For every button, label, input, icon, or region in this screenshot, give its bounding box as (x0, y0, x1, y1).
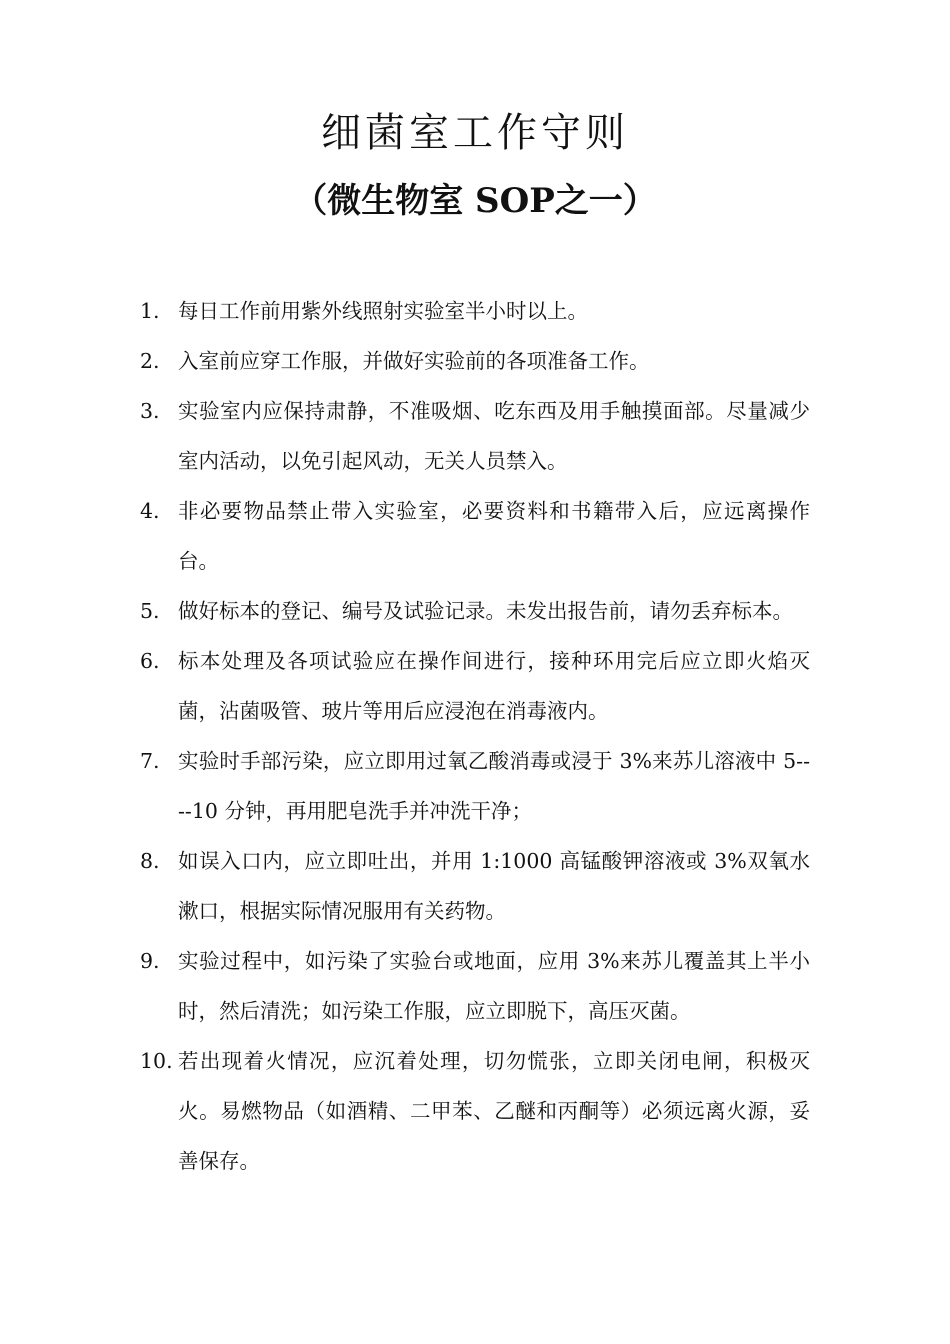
rule-text: 实验时手部污染，应立即用过氧乙酸消毒或浸于 3%来苏儿溶液中 5----10 分钟，再用肥皂洗手并冲洗干净； (178, 749, 810, 823)
rule-number: 3. (140, 399, 160, 423)
rule-number: 9. (140, 949, 160, 973)
rule-item (140, 336, 810, 386)
rule-item (140, 286, 810, 336)
rule-number: 4. (140, 499, 160, 523)
rule-item (140, 836, 810, 936)
rule-item (140, 736, 810, 836)
rule-number: 1. (140, 299, 160, 323)
rule-number: 5. (140, 599, 160, 623)
rule-item (140, 1036, 810, 1186)
rule-number: 2. (140, 349, 160, 373)
rule-number: 7. (140, 749, 160, 773)
subtitle-sop: SOP (475, 181, 555, 221)
rule-text: 如误入口内，应立即吐出，并用 1:1000 高锰酸钾溶液或 3%双氧水漱口，根据实际情况服用有关药物。 (178, 849, 810, 923)
rule-item (140, 636, 810, 736)
document-title: 细菌室工作守则 (321, 110, 629, 156)
rule-text: 每日工作前用紫外线照射实验室半小时以上。 (178, 299, 588, 323)
rule-item (140, 936, 810, 1036)
rule-text: 入室前应穿工作服，并做好实验前的各项准备工作。 (178, 349, 650, 373)
rule-number: 6. (140, 649, 160, 673)
rule-text: 实验室内应保持肃静，不准吸烟、吃东西及用手触摸面部。尽量减少室内活动，以免引起风动，无关人员禁入。 (178, 399, 810, 473)
rule-item (140, 586, 810, 636)
rule-text: 非必要物品禁止带入实验室，必要资料和书籍带入后，应远离操作台。 (178, 499, 810, 573)
rule-text: 做好标本的登记、编号及试验记录。未发出报告前，请勿丢弃标本。 (178, 599, 793, 623)
rule-text: 实验过程中，如污染了实验台或地面，应用 3%来苏儿覆盖其上半小时，然后清洗；如污染工作服，应立即脱下，高压灭菌。 (178, 949, 810, 1023)
rule-item (140, 486, 810, 586)
rule-number: 10. (140, 1049, 173, 1073)
subtitle-suffix: 之一） (554, 181, 657, 221)
document-subtitle (0, 178, 950, 224)
rule-text: 若出现着火情况，应沉着处理，切勿慌张，立即关闭电闸，积极灭火。易燃物品（如酒精、二甲苯、乙醚和丙酮等）必须远离火源，妥善保存。 (178, 1049, 810, 1173)
subtitle-prefix: （微生物室 (293, 181, 476, 221)
rule-item (140, 386, 810, 486)
rule-number: 8. (140, 849, 160, 873)
rules-list (140, 286, 810, 1186)
rule-text: 标本处理及各项试验应在操作间进行，接种环用完后应立即火焰灭菌，沾菌吸管、玻片等用后应浸泡在消毒液内。 (178, 649, 810, 723)
